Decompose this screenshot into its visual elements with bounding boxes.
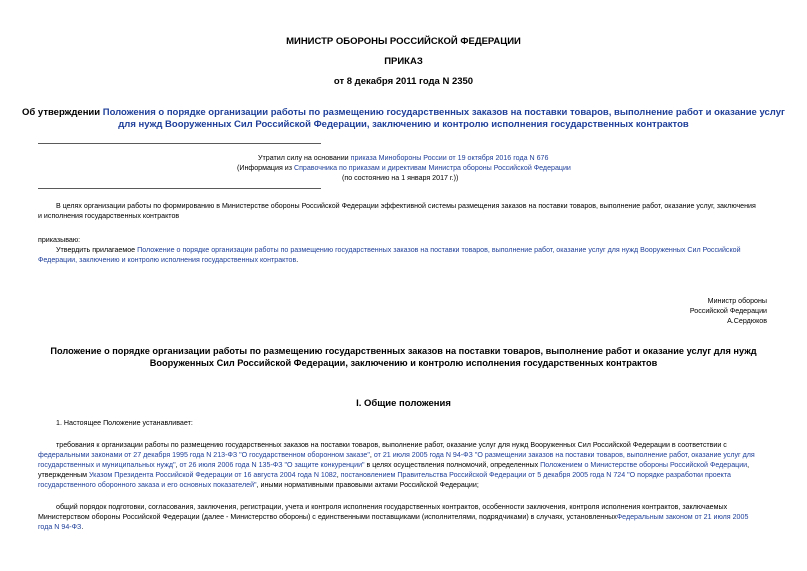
para2-text: Министерством обороны Российской Федерации (далее - Министерство обороны) с единственными поставщиками (исполнителями, подрядчиками) в случаях, установленных: [38, 513, 617, 521]
para1-line5: [38, 481, 479, 489]
order-date-heading: от 8 декабря 2011 года N 2350: [333, 76, 474, 87]
preamble-line2: и исполнения государственных контрактов: [38, 212, 180, 220]
info-note: [237, 164, 571, 172]
para2-line2: [38, 513, 748, 521]
law-94-link-cont[interactable]: государственных и муниципальных нужд": [38, 461, 176, 469]
sep: ,: [336, 471, 341, 479]
order-title-line1: [4, 107, 803, 118]
para1-line2: [38, 451, 755, 459]
para1-end-text: , иными нормативными правовыми актами Российской Федерации;: [256, 481, 479, 489]
info-prefix: (Информация из: [237, 164, 294, 172]
law-213-link[interactable]: федеральными законами от 27 декабря 1995 года N 213-ФЗ "О государственном оборонном заказе": [38, 451, 370, 459]
resolution-724-link-cont[interactable]: государственного оборонного заказа и его основных показателей": [38, 481, 257, 489]
sep: ,: [369, 451, 374, 459]
regulation-link-cont[interactable]: для нужд Вооруженных Сил Российской Федерации, заключению и контролю исполнения государственных контрактов: [118, 119, 689, 130]
para1-text: в целях осуществления полномочий, определенных: [364, 461, 541, 469]
approve-suffix: .: [296, 256, 299, 264]
section-heading: I. Общие положения: [356, 398, 451, 409]
approve-line1: [56, 246, 741, 254]
regulation-title-line1: Положение о порядке организации работы по размещению государственных заказов на поставки товаров, выполнение работ и оказание услуг для нужд: [50, 346, 757, 356]
para2-line1: общий порядок подготовки, согласования, заключения, регистрации, учета и контроля исполнения государственных контрактов, особенности заключения, контроля исполнения контрактов, заключаемых: [56, 503, 728, 511]
law-94-link[interactable]: от 21 июля 2005 года N 94-ФЗ "О размещении заказов на поставки товаров, выполнение работ, оказание услуг для: [373, 451, 755, 459]
directory-link[interactable]: Справочника по приказам и директивам Министра обороны Российской Федерации: [293, 164, 571, 172]
para1-line4: [38, 471, 731, 479]
decree-1082-link[interactable]: Указом Президента Российской Федерации от 16 августа 2004 года N 1082: [89, 471, 337, 479]
law-135-link[interactable]: от 26 июля 2006 года N 135-ФЗ "О защите конкуренции": [179, 461, 365, 469]
resolution-724-link[interactable]: постановлением Правительства Российской Федерации от 5 декабря 2005 года N 724 "О порядке разработки проекта: [340, 471, 731, 479]
para1-line1: требования к организации работы по размещению государственных заказов на поставки товаров, выполнение работ, оказание услуг для нужд Вооруженных Сил Российской Федерации в соответствии с: [56, 441, 727, 449]
signature-position: Министр обороны: [707, 297, 767, 305]
ministry-heading: МИНИСТР ОБОРОНЫ РОССИЙСКОЙ ФЕДЕРАЦИИ: [286, 36, 521, 47]
title-prefix: Об утверждении: [22, 107, 103, 118]
signature-name: А.Сердюков: [727, 317, 767, 325]
doc-type-heading: ПРИКАЗ: [384, 56, 423, 67]
approved-text: утвержденным: [38, 471, 89, 479]
signature-country: Российской Федерации: [689, 307, 767, 315]
para1-line3: [38, 461, 749, 469]
lost-force-link[interactable]: приказа Минобороны России от 19 октября 2016 года N 676: [350, 154, 549, 162]
law-94-fz-link-cont[interactable]: года N 94-ФЗ: [38, 523, 82, 531]
lost-force-prefix: Утратил силу на основании: [258, 154, 351, 162]
regulation-title-line2: Вооруженных Сил Российской Федерации, заключению и контролю исполнения государственных контрактов: [149, 358, 658, 368]
divider-top: [38, 143, 321, 144]
ministry-regulation-link[interactable]: Положением о Министерстве обороны Российской Федерации: [540, 461, 748, 469]
regulation-link[interactable]: Положения о порядке организации работы по размещению государственных заказов на поставки товаров, выполнение работ и оказание услуг: [102, 107, 785, 118]
prikazyvayu-text: приказываю:: [38, 236, 81, 244]
approve-prefix: Утвердить прилагаемое: [56, 246, 138, 254]
approve-line2: [38, 256, 298, 264]
sep: ,: [175, 461, 180, 469]
preamble-line1: В целях организации работы по формированию в Министерстве обороны Российской Федерации эффективной системы размещения заказов на поставки товаров, выполнение работ, оказание услуг, заключения: [56, 202, 756, 210]
comma: ,: [747, 461, 750, 469]
lost-force-note: [258, 154, 548, 162]
item-1: 1. Настоящее Положение устанавливает:: [56, 419, 193, 427]
para2-line3: [38, 523, 83, 531]
approve-regulation-link[interactable]: Положение о порядке организации работы по размещению государственных заказов на поставки товаров, выполнение работ, оказание услуг для нужд Вооруженных Сил Российской: [137, 246, 741, 254]
approve-regulation-link-cont[interactable]: Федерации, заключению и контролю исполнения государственных контрактов: [38, 256, 297, 264]
state-note: (по состоянию на 1 января 2017 г.)): [342, 174, 459, 182]
divider-bottom: [38, 188, 321, 189]
law-94-fz-link[interactable]: Федеральным законом от 21 июля 2005: [616, 513, 749, 521]
period: .: [81, 523, 84, 531]
